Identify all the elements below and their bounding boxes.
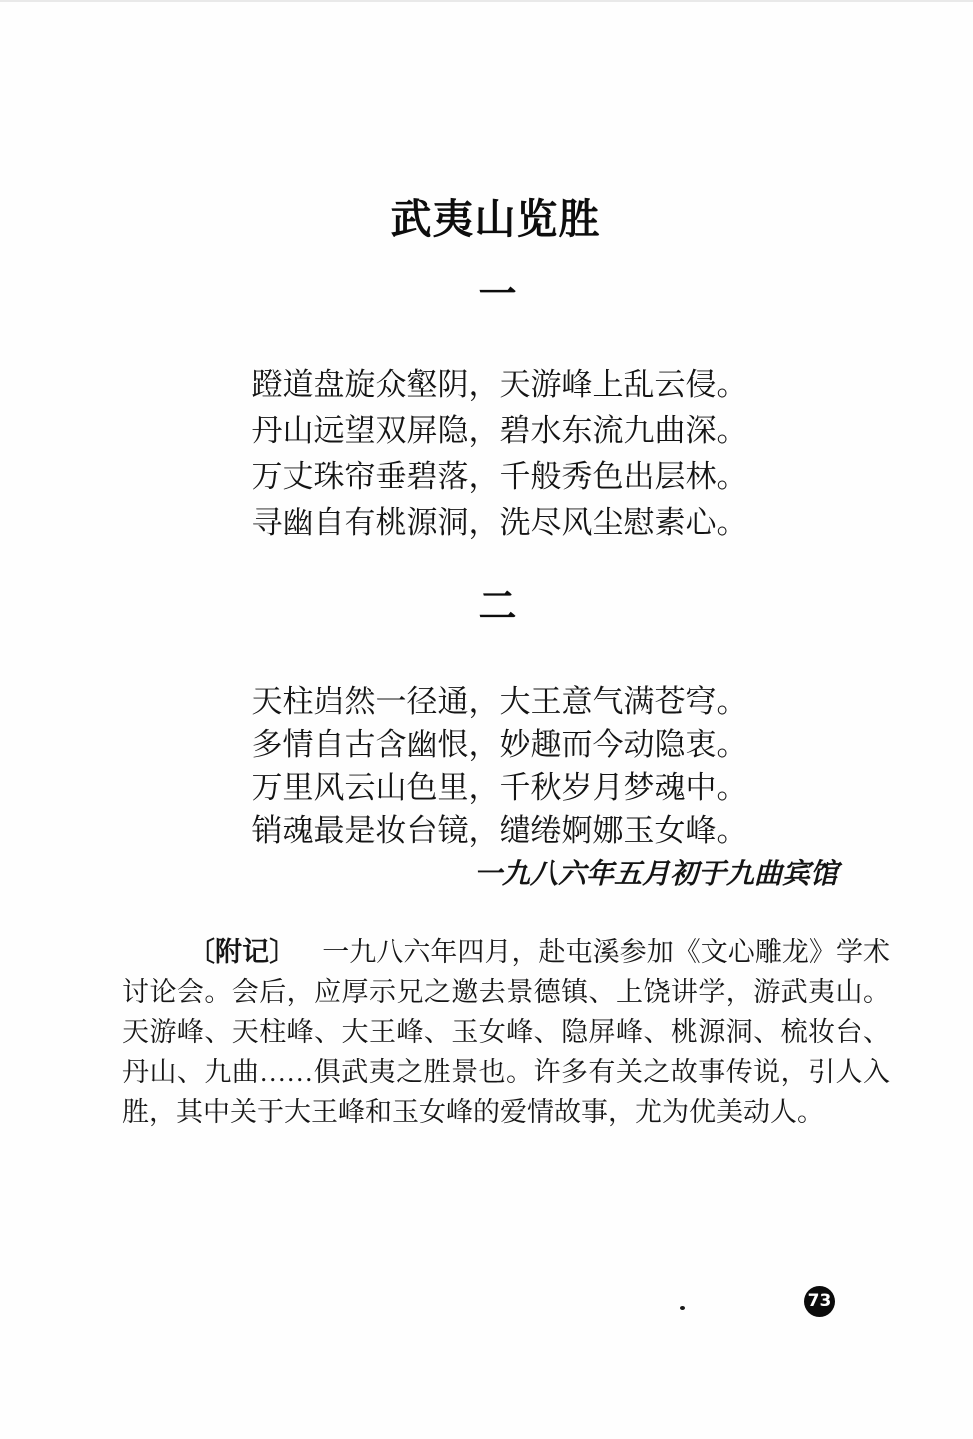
page-title: 武夷山览胜: [390, 196, 601, 242]
section-marker-one: 一: [478, 274, 517, 316]
postscript-line: 天游峰、天柱峰、大王峰、玉女峰、隐屏峰、桃源洞、梳妆台、: [122, 1017, 890, 1047]
attribution-line: 一九八六年五月初于九曲宾馆: [473, 859, 838, 890]
postscript-label: 〔附记〕: [188, 937, 297, 967]
postscript-line: 丹山、九曲……俱武夷之胜景也。许多有关之故事传说，引人入: [122, 1057, 890, 1087]
ink-speck: [680, 1306, 685, 1310]
postscript-line: 胜，其中关于大王峰和玉女峰的爱情故事，尤为优美动人。: [122, 1097, 824, 1127]
postscript-text: 一九八六年四月，赴屯溪参加《文心雕龙》学术: [322, 937, 891, 967]
poem-one: [13, 362, 973, 546]
poem-line: 天柱岿然一径通，大王意气满苍穹。: [251, 684, 748, 719]
poem-line: 万里风云山色里，千秋岁月梦魂中。: [251, 770, 748, 805]
page-number-badge: 73: [804, 1286, 835, 1317]
poem-line: 蹬道盘旋众壑阴，天游峰上乱云侵。: [251, 367, 748, 402]
section-marker-two: 二: [478, 586, 517, 628]
poem-two: [13, 680, 973, 852]
poem-line: 寻幽自有桃源洞，洗尽风尘慰素心。: [251, 505, 748, 540]
poem-line: 万丈珠帘垂碧落，千般秀色出层林。: [251, 459, 748, 494]
postscript-line: [122, 932, 890, 972]
postscript-line: 讨论会。会后，应厚示兄之邀去景德镇、上饶讲学，游武夷山。: [122, 977, 890, 1007]
scan-edge-artifact: [0, 0, 973, 2]
poem-line: 多情自古含幽恨，妙趣而今动隐衷。: [251, 727, 748, 762]
postscript-paragraph: [122, 932, 890, 1132]
poem-line: 销魂最是妆台镜，缱绻婀娜玉女峰。: [251, 813, 748, 848]
poem-line: 丹山远望双屏隐，碧水东流九曲深。: [251, 413, 748, 448]
